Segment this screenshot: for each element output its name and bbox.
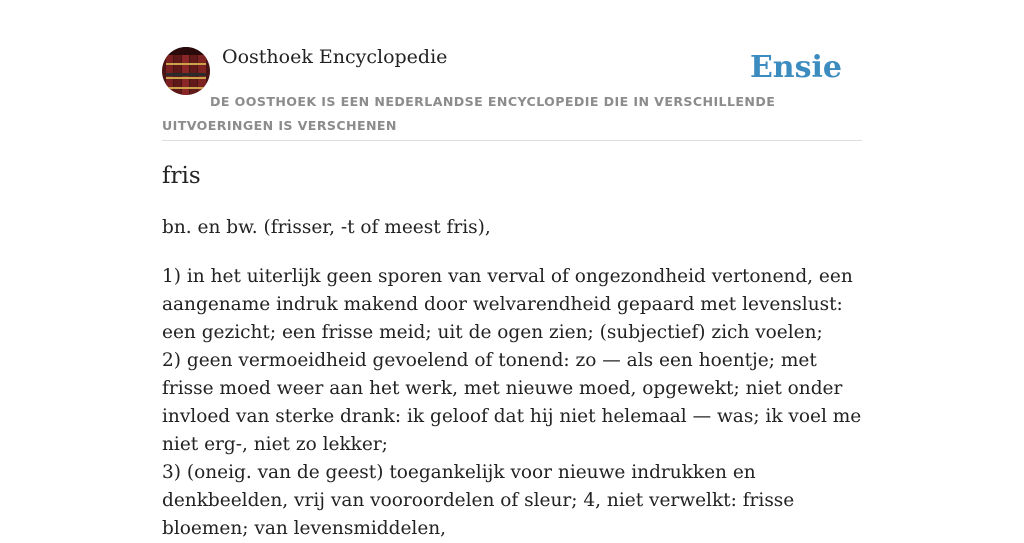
site-title[interactable]: Oosthoek Encyclopedie [222,46,448,68]
brand-logo[interactable]: Ensie [749,50,842,85]
page-container [162,0,862,539]
site-subtitle: DE OOSTHOEK IS EEN NEDERLANDSE ENCYCLOPEDIE DIE IN VERSCHILLENDE UITVOERINGEN IS VERSCHENEN [162,94,776,133]
encyclopedia-books-icon[interactable] [162,47,210,95]
definition-item: 2) geen vermoeidheid gevoelend of tonend: zo — als een hoentje; met frisse moed weer aan het werk, met nieuwe moed, opgewekt; niet onder invloed van sterke drank: ik geloof dat hij niet helemaal — was; ik voel me niet erg-, niet zo lekker; [162,350,862,455]
entry-title: fris [162,163,201,189]
entry-definitions [162,263,862,543]
entry-grammar: bn. en bw. (frisser, -t of meest fris), [162,217,491,238]
site-header [162,0,862,141]
definition-item: 3) (oneig. van de geest) toegankelijk voor nieuwe indrukken en denkbeelden, vrij van vooroordelen of sleur; 4, niet verwelkt: frisse bloemen; van levensmiddelen, [162,462,795,539]
definition-item: 1) in het uiterlijk geen sporen van verval of ongezondheid vertonend, een aangename indruk makend door welvarendheid gepaard met levenslust: een gezicht; een frisse meid; uit de ogen zien; (subjectief) zich voelen; [162,266,853,343]
